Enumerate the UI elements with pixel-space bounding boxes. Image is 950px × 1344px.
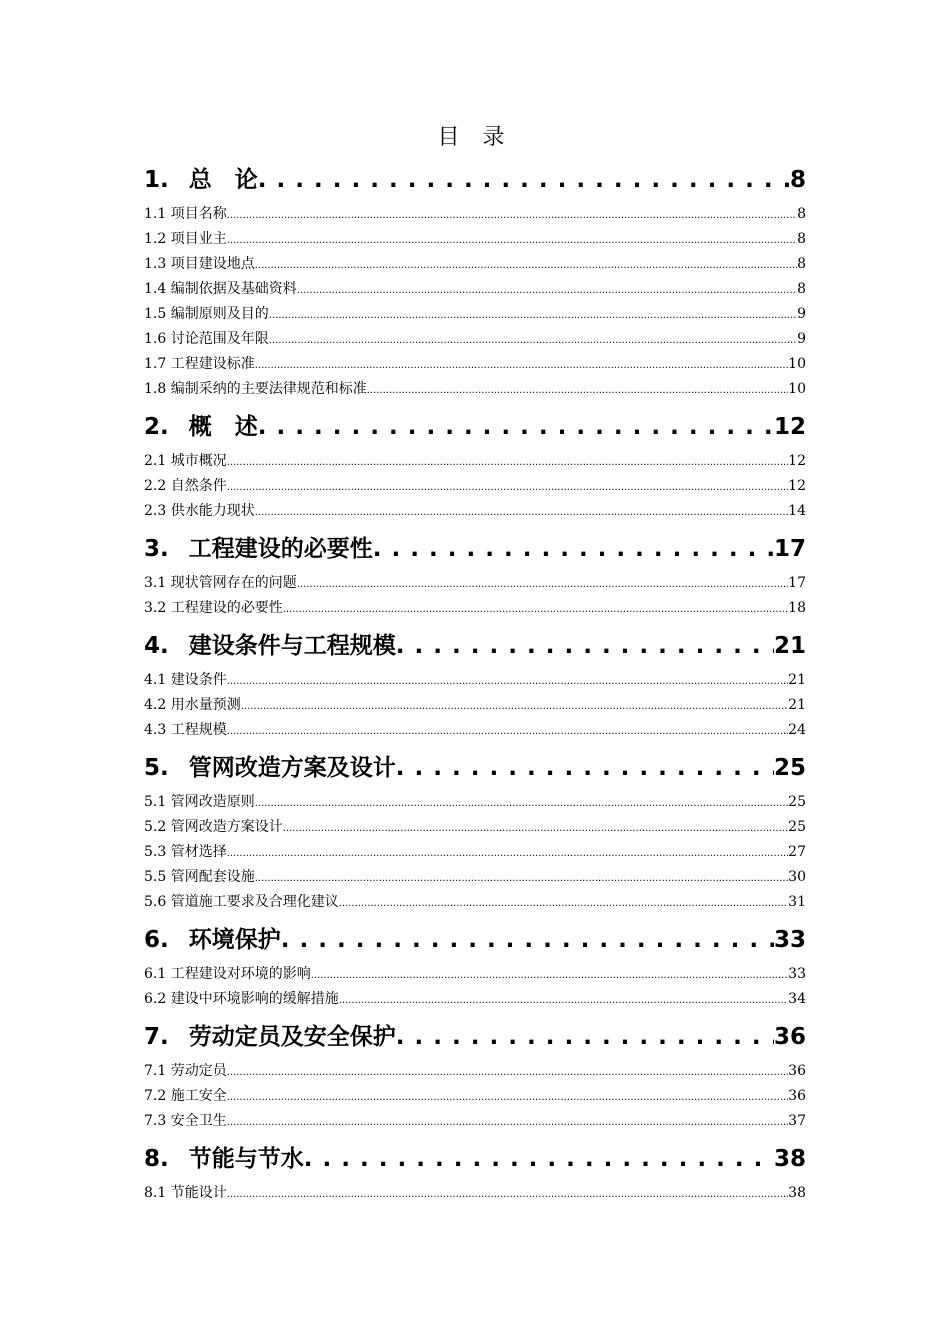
dot-leader	[227, 669, 788, 694]
section-page-number: 8	[797, 206, 806, 222]
chapter-page-number: 33	[773, 927, 806, 953]
chapter-page-number: 36	[773, 1024, 806, 1050]
chapter-page-number: 25	[773, 755, 806, 781]
section-label: 3.1 现状管网存在的问题	[144, 575, 297, 591]
chapter-page-number: 17	[773, 536, 806, 562]
toc-section-5-4[interactable]	[144, 865, 806, 890]
chapter-title: 劳动定员及安全保护	[188, 1024, 396, 1050]
dot-leader	[297, 572, 788, 597]
chapter-number: 4.	[144, 633, 169, 659]
section-label: 6.1 工程建设对环境的影响	[144, 966, 311, 982]
section-page-number: 12	[788, 453, 806, 469]
dot-leader	[281, 920, 774, 960]
dot-leader	[255, 500, 788, 525]
section-page-number: 33	[788, 966, 806, 982]
section-label: 7.2 施工安全	[144, 1088, 227, 1104]
chapter-title: 总 论	[188, 167, 258, 193]
section-page-number: 10	[788, 381, 806, 397]
toc-chapter-2[interactable]	[144, 407, 806, 447]
dot-leader	[373, 529, 774, 569]
toc-section-6-1[interactable]	[144, 962, 806, 987]
section-page-number: 25	[788, 819, 806, 835]
toc-chapter-4[interactable]	[144, 626, 806, 666]
toc-section-5-2[interactable]	[144, 815, 806, 840]
toc-section-2-3[interactable]	[144, 499, 806, 524]
section-label: 5.2 管网改造方案设计	[144, 819, 283, 835]
toc-section-7-3[interactable]	[144, 1109, 806, 1134]
toc-section-8-1[interactable]	[144, 1181, 806, 1206]
section-page-number: 38	[788, 1185, 806, 1201]
toc-chapter-6[interactable]	[144, 920, 806, 960]
toc-section-1-2[interactable]	[144, 227, 806, 252]
chapter-title: 概 述	[188, 414, 258, 440]
section-page-number: 10	[788, 356, 806, 372]
dot-leader	[227, 1182, 788, 1207]
toc-section-3-1[interactable]	[144, 571, 806, 596]
chapter-number: 5.	[144, 755, 169, 781]
section-label: 7.3 安全卫生	[144, 1113, 227, 1129]
dot-leader	[227, 719, 788, 744]
toc-section-1-3[interactable]	[144, 252, 806, 277]
dot-leader	[227, 1085, 788, 1110]
dot-leader	[258, 407, 774, 447]
toc-section-1-8[interactable]	[144, 377, 806, 402]
dot-leader	[258, 160, 790, 200]
section-label: 4.2 用水量预测	[144, 697, 241, 713]
section-page-number: 9	[797, 331, 806, 347]
section-page-number: 30	[788, 869, 806, 885]
toc-section-6-2[interactable]	[144, 987, 806, 1012]
section-page-number: 24	[788, 722, 806, 738]
section-label: 1.2 项目业主	[144, 231, 227, 247]
section-label: 1.1 项目名称	[144, 206, 227, 222]
section-page-number: 37	[788, 1113, 806, 1129]
toc-section-4-3[interactable]	[144, 718, 806, 743]
section-label: 1.7 工程建设标准	[144, 356, 255, 372]
dot-leader	[339, 891, 788, 916]
dot-leader	[255, 866, 788, 891]
chapter-number: 6.	[144, 927, 169, 953]
toc-title: 目 录	[437, 125, 513, 150]
section-page-number: 12	[788, 478, 806, 494]
section-label: 2.1 城市概况	[144, 453, 227, 469]
section-page-number: 9	[797, 306, 806, 322]
section-page-number: 36	[788, 1063, 806, 1079]
section-label: 5.3 管材选择	[144, 844, 227, 860]
toc-section-5-3[interactable]	[144, 840, 806, 865]
toc-section-2-2[interactable]	[144, 474, 806, 499]
chapter-number: 7.	[144, 1024, 169, 1050]
section-page-number: 21	[788, 697, 806, 713]
dot-leader	[297, 278, 797, 303]
toc-section-1-4[interactable]	[144, 277, 806, 302]
toc-section-4-2[interactable]	[144, 693, 806, 718]
chapter-number: 3.	[144, 536, 169, 562]
dot-leader	[241, 694, 788, 719]
toc-section-7-1[interactable]	[144, 1059, 806, 1084]
dot-leader	[227, 841, 788, 866]
toc-section-1-1[interactable]	[144, 202, 806, 227]
dot-leader	[339, 988, 788, 1013]
toc-chapter-7[interactable]	[144, 1017, 806, 1057]
chapter-number: 1.	[144, 167, 169, 193]
dot-leader	[396, 626, 774, 666]
toc-section-5-5[interactable]	[144, 890, 806, 915]
toc-section-4-1[interactable]	[144, 668, 806, 693]
section-label: 7.1 劳动定员	[144, 1063, 227, 1079]
section-label: 6.2 建设中环境影响的缓解措施	[144, 991, 339, 1007]
chapter-title: 环境保护	[188, 927, 281, 953]
section-page-number: 17	[788, 575, 806, 591]
toc-list	[144, 160, 806, 1206]
section-label: 5.6 管道施工要求及合理化建议	[144, 894, 339, 910]
section-label: 4.3 工程规模	[144, 722, 227, 738]
dot-leader	[269, 303, 797, 328]
toc-section-2-1[interactable]	[144, 449, 806, 474]
toc-section-1-6[interactable]	[144, 327, 806, 352]
section-label: 4.1 建设条件	[144, 672, 227, 688]
dot-leader	[227, 1060, 788, 1085]
dot-leader	[255, 353, 788, 378]
section-label: 1.4 编制依据及基础资料	[144, 281, 297, 297]
chapter-title: 工程建设的必要性	[188, 536, 373, 562]
section-label: 1.6 讨论范围及年限	[144, 331, 269, 347]
section-page-number: 25	[788, 794, 806, 810]
section-page-number: 8	[797, 281, 806, 297]
chapter-number: 8.	[144, 1146, 169, 1172]
section-page-number: 31	[788, 894, 806, 910]
dot-leader	[283, 597, 788, 622]
toc-chapter-3[interactable]	[144, 529, 806, 569]
dot-leader	[396, 1017, 774, 1057]
section-label: 5.1 管网改造原则	[144, 794, 255, 810]
dot-leader	[227, 203, 797, 228]
chapter-title: 建设条件与工程规模	[188, 633, 396, 659]
section-label: 5.5 管网配套设施	[144, 869, 255, 885]
dot-leader	[227, 228, 797, 253]
chapter-page-number: 8	[789, 167, 806, 193]
dot-leader	[227, 450, 788, 475]
section-page-number: 14	[788, 503, 806, 519]
toc-section-7-2[interactable]	[144, 1084, 806, 1109]
toc-chapter-1[interactable]	[144, 160, 806, 200]
section-label: 1.5 编制原则及目的	[144, 306, 269, 322]
dot-leader	[396, 748, 774, 788]
chapter-page-number: 21	[773, 633, 806, 659]
section-label: 2.2 自然条件	[144, 478, 227, 494]
toc-section-3-2[interactable]	[144, 596, 806, 621]
toc-section-1-7[interactable]	[144, 352, 806, 377]
section-page-number: 34	[788, 991, 806, 1007]
section-page-number: 27	[788, 844, 806, 860]
chapter-page-number: 38	[773, 1146, 806, 1172]
toc-chapter-5[interactable]	[144, 748, 806, 788]
toc-section-1-5[interactable]	[144, 302, 806, 327]
toc-chapter-8[interactable]	[144, 1139, 806, 1179]
dot-leader	[304, 1139, 774, 1179]
section-label: 3.2 工程建设的必要性	[144, 600, 283, 616]
chapter-title: 节能与节水	[188, 1146, 304, 1172]
section-page-number: 8	[797, 231, 806, 247]
section-page-number: 21	[788, 672, 806, 688]
dot-leader	[367, 378, 788, 403]
section-page-number: 8	[797, 256, 806, 272]
toc-page	[144, 120, 806, 1206]
section-label: 1.3 项目建设地点	[144, 256, 255, 272]
chapter-page-number: 12	[773, 414, 806, 440]
dot-leader	[283, 816, 788, 841]
dot-leader	[269, 328, 797, 353]
dot-leader	[227, 475, 788, 500]
chapter-number: 2.	[144, 414, 169, 440]
section-page-number: 18	[788, 600, 806, 616]
dot-leader	[311, 963, 788, 988]
dot-leader	[255, 791, 788, 816]
section-page-number: 36	[788, 1088, 806, 1104]
section-label: 2.3 供水能力现状	[144, 503, 255, 519]
toc-section-5-1[interactable]	[144, 790, 806, 815]
section-label: 1.8 编制采纳的主要法律规范和标准	[144, 381, 367, 397]
section-label: 8.1 节能设计	[144, 1185, 227, 1201]
chapter-title: 管网改造方案及设计	[188, 755, 396, 781]
dot-leader	[227, 1110, 788, 1135]
dot-leader	[255, 253, 797, 278]
